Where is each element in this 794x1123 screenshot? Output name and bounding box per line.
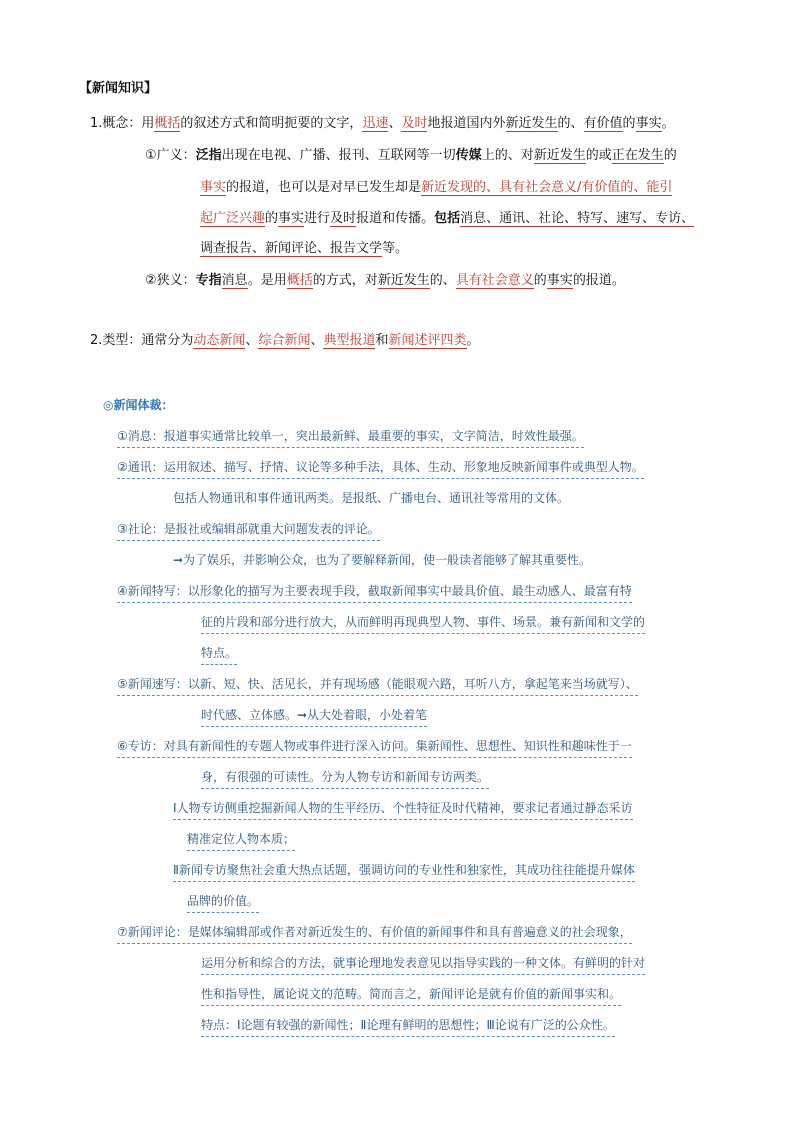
- narrow-definition-line: [145, 270, 625, 292]
- text-run: 。: [661, 116, 675, 131]
- text-run: 的: [663, 148, 677, 163]
- bold-term: 专指: [195, 273, 222, 288]
- genre-feature: ④新闻特写：以形象化的描写为主要表现手段，截取新闻事实中最具价值、最生动感人、最富有特: [117, 580, 632, 603]
- text-run: 出现在电视、广播、报刊、互联网等一切: [221, 148, 456, 163]
- text-run: 的、: [557, 116, 584, 131]
- keyword: 起广泛兴趣: [200, 211, 266, 226]
- genre-interview-cont: 身，有很强的可读性。分为人物专访和新闻专访两类。: [201, 766, 489, 789]
- section-heading: 【新闻知识】: [79, 81, 158, 96]
- keyword: 概括: [286, 273, 313, 288]
- concept-prefix: 1.概念：用: [90, 116, 155, 131]
- concept-line: [90, 113, 675, 135]
- genre-sketch-cont: 时代感、立体感。➞从大处着眼，小处着笔: [201, 704, 427, 727]
- genre-commentary-cont: 运用分析和综合的方法，就事论理地发表意见以指导实践的一种文体。有鲜明的针对: [201, 952, 645, 975]
- text-run: 的方式，对: [312, 273, 378, 288]
- text-run: 、: [388, 116, 402, 131]
- broad-definition-line: [200, 177, 672, 199]
- interview-type-2: Ⅱ新闻专访聚焦社会重大热点话题，强调访问的专业性和独家性，其成功往往能提升媒体: [173, 859, 635, 882]
- text-run: 的: [533, 273, 547, 288]
- keyword: 正在发生: [611, 148, 664, 163]
- genre-interview: ⑥专访：对具有新闻性的专题人物或事件进行深入访问。集新闻性、思想性、知识性和趣味性于一: [117, 735, 632, 758]
- genre-commentary-cont: 性和指导性，属论说文的范畴。简而言之，新闻评论是就有价值的新闻事实和。: [201, 983, 621, 1006]
- genre-sketch: ⑤新闻速写：以新、短、快、活见长，并有现场感（能眼观六路，耳听八方，拿起笔来当场就写）、: [117, 673, 638, 696]
- keyword: 迅速: [362, 116, 389, 131]
- keyword: 新近发生: [533, 148, 586, 163]
- bold-term: 传媒: [455, 148, 482, 163]
- genre-news: ①消息：报道事实通常比较单一，突出最新鲜、最重要的事实，文字简洁，时效性最强。: [117, 425, 584, 448]
- keyword: 新近发生: [505, 116, 558, 131]
- interview-type-1: Ⅰ人物专访侧重挖掘新闻人物的生平经历、个性特征及时代精神，要求记者通过静态采访: [173, 797, 633, 820]
- text-run: 的: [622, 116, 636, 131]
- keyword: 及时: [330, 211, 357, 226]
- interview-type-2-cont: 品牌的价值。: [187, 890, 259, 913]
- keyword: 有价值: [583, 116, 623, 131]
- text-run: 的、: [429, 273, 456, 288]
- keyword: 概括: [154, 116, 181, 131]
- text-run: 。: [466, 333, 480, 348]
- keyword: 调查报告、新闻评论、报告文学: [200, 241, 383, 256]
- text-run: 等。: [382, 241, 409, 256]
- text-run: 的或: [585, 148, 612, 163]
- keyword: 新近发现的、具有社会意义/有价值的、能引: [421, 180, 673, 195]
- text-run: 。是用: [247, 273, 287, 288]
- text-run: 上的、对: [481, 148, 534, 163]
- broad-definition-line: [145, 145, 677, 167]
- keyword: 动态新闻: [193, 333, 246, 348]
- genre-editorial-cont: ➞为了娱乐，并影响公众，也为了要解释新闻，使一般读者能够了解其重要性。: [173, 553, 592, 567]
- keyword: 事实: [278, 211, 305, 226]
- bold-term: 包括: [434, 211, 461, 226]
- broad-definition-line: [200, 238, 408, 260]
- keyword: 及时: [401, 116, 428, 131]
- bold-term: 泛指: [195, 148, 222, 163]
- keyword: 事实: [635, 116, 662, 131]
- genres-heading: ◎新闻体裁：: [103, 398, 174, 412]
- genre-report-cont: 包括人物通讯和事件通讯两类。是报纸、广播电台、通讯社等常用的文体。: [173, 491, 570, 505]
- genre-commentary: ⑦新闻评论：是媒体编辑部或作者对新近发生的、有价值的新闻事件和具有普遍意义的社会现象，: [117, 921, 632, 944]
- broad-prefix: ①广义：: [145, 148, 196, 163]
- commentary-features: 特点：Ⅰ论题有较强的新闻性；Ⅱ论理有鲜明的思想性；Ⅲ论说有广泛的公众性。: [201, 1014, 615, 1037]
- genre-feature-cont: 征的片段和部分进行放大，从而鲜明再现典型人物、事件、场景。兼有新闻和文学的: [201, 611, 645, 634]
- narrow-prefix: ②狭义：: [145, 273, 196, 288]
- text-run: 和: [375, 333, 389, 348]
- types-line: [90, 330, 480, 352]
- text-run: 的报道，也可以是对早已发生却是: [226, 180, 422, 195]
- genre-feature-cont: 特点。: [201, 642, 237, 665]
- text-run: 的叙述方式和简明扼要的文字，: [180, 116, 363, 131]
- text-run: 的报道。: [572, 273, 625, 288]
- genre-report: ②通讯：运用叙述、描写、抒情、议论等多种手法，具体、生动、形象地反映新闻事件或典型人物。: [117, 456, 644, 479]
- keyword: 新近发生: [377, 273, 430, 288]
- text-run: 、: [310, 333, 324, 348]
- keyword: 典型报道: [323, 333, 376, 348]
- keyword: 事实: [546, 273, 573, 288]
- broad-definition-line: [200, 208, 694, 230]
- genre-editorial: ③社论：是报社或编辑部就重大问题发表的评论。: [117, 518, 380, 541]
- keyword: 消息: [221, 273, 248, 288]
- text-run: 进行: [304, 211, 331, 226]
- text-run: 地报道国内外: [427, 116, 506, 131]
- text-run: 的: [265, 211, 279, 226]
- keyword: 消息、通讯、社论、特写、速写、专访、: [460, 211, 695, 226]
- keyword: 新闻述评四类: [388, 333, 467, 348]
- text-run: 报道和传播。: [356, 211, 435, 226]
- interview-type-1-cont: 精准定位人物本质；: [187, 828, 295, 851]
- types-prefix: 2.类型：通常分为: [90, 333, 194, 348]
- keyword: 具有社会意义: [455, 273, 534, 288]
- text-run: 、: [245, 333, 259, 348]
- keyword: 综合新闻: [258, 333, 311, 348]
- keyword: 事实: [200, 180, 227, 195]
